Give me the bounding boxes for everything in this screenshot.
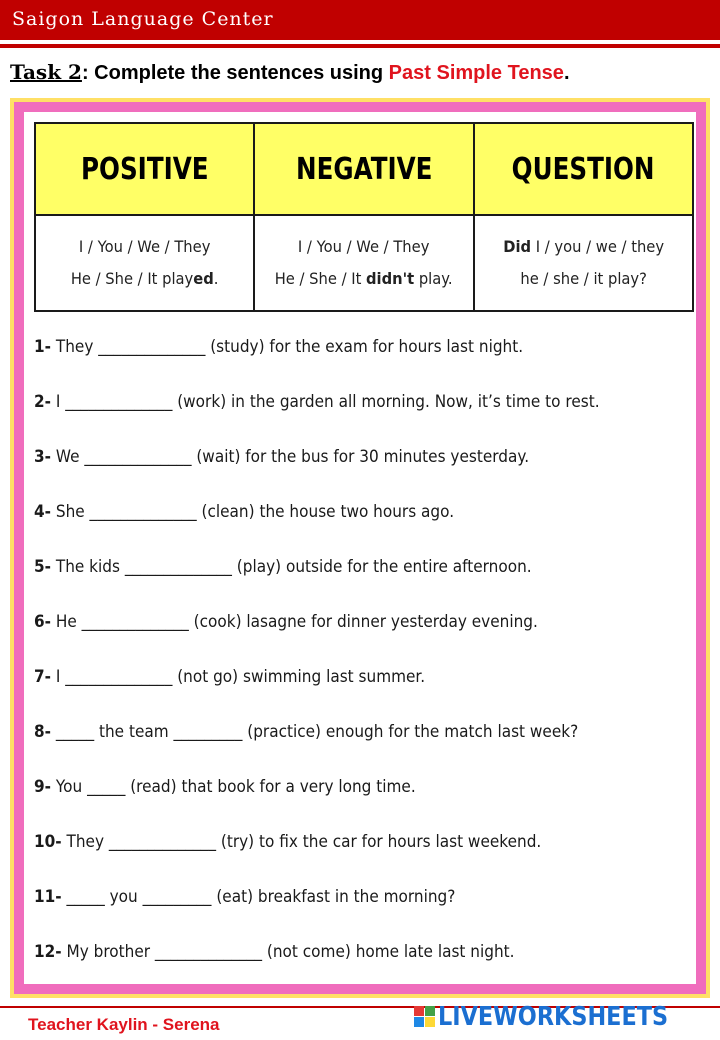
header-positive: POSITIVE: [35, 123, 254, 215]
liveworksheets-brand[interactable]: [414, 1002, 714, 1034]
task-highlight: Past Simple Tense: [388, 62, 564, 84]
positive-line-1: I / You / We / They: [78, 237, 211, 256]
header-negative: NEGATIVE: [254, 123, 473, 215]
task-text: : Complete the sentences using: [81, 62, 389, 84]
exercise-list: [34, 333, 694, 993]
exercise-item-7[interactable]: 7- I ______________ (not go) swimming last summer.: [34, 667, 426, 687]
grammar-table-body-row: [35, 215, 693, 311]
exercise-item-3[interactable]: 3- We ______________ (wait) for the bus for 30 minutes yesterday.: [34, 447, 530, 467]
teacher-credit: Teacher Kaylin - Serena: [28, 1015, 220, 1034]
grammar-table: [34, 122, 694, 312]
question-line-2: he / she / it play?: [520, 269, 647, 288]
grammar-table-header-row: [35, 123, 693, 215]
liveworksheets-wordmark: LIVEWORKSHEETS: [438, 1002, 669, 1032]
exercise-item-5[interactable]: 5- The kids ______________ (play) outside for the entire afternoon.: [34, 557, 532, 577]
positive-line-2: He / She / It played.: [70, 269, 219, 288]
header-divider: [0, 44, 720, 48]
liveworksheets-logo-icon: [414, 1006, 436, 1028]
header-bar: [0, 0, 720, 40]
question-line-1: Did I / you / we / they: [502, 237, 664, 256]
task-end: .: [563, 62, 570, 84]
negative-line-2: He / She / It didn't play.: [275, 269, 453, 288]
negative-line-1: I / You / We / They: [298, 237, 430, 256]
task-label: Task 2: [10, 60, 82, 84]
cell-negative: [254, 215, 473, 311]
exercise-item-10[interactable]: 10- They ______________ (try) to fix the car for hours last weekend.: [34, 832, 542, 852]
task-instruction: [10, 60, 570, 85]
exercise-item-4[interactable]: 4- She ______________ (clean) the house two hours ago.: [34, 502, 455, 522]
cell-question: [474, 215, 693, 311]
exercise-item-2[interactable]: 2- I ______________ (work) in the garden all morning. Now, it’s time to rest.: [34, 392, 600, 412]
center-name: Saigon Language Center: [12, 8, 274, 30]
exercise-item-1[interactable]: 1- They ______________ (study) for the exam for hours last night.: [34, 337, 524, 357]
exercise-item-6[interactable]: 6- He ______________ (cook) lasagne for dinner yesterday evening.: [34, 612, 538, 632]
header-question: QUESTION: [474, 123, 693, 215]
exercise-item-12[interactable]: 12- My brother ______________ (not come) home late last night.: [34, 942, 515, 962]
exercise-item-9[interactable]: 9- You _____ (read) that book for a very long time.: [34, 777, 416, 797]
exercise-item-8[interactable]: 8- _____ the team _________ (practice) enough for the match last week?: [34, 722, 579, 742]
exercise-item-11[interactable]: 11- _____ you _________ (eat) breakfast in the morning?: [34, 887, 456, 907]
cell-positive: [35, 215, 254, 311]
